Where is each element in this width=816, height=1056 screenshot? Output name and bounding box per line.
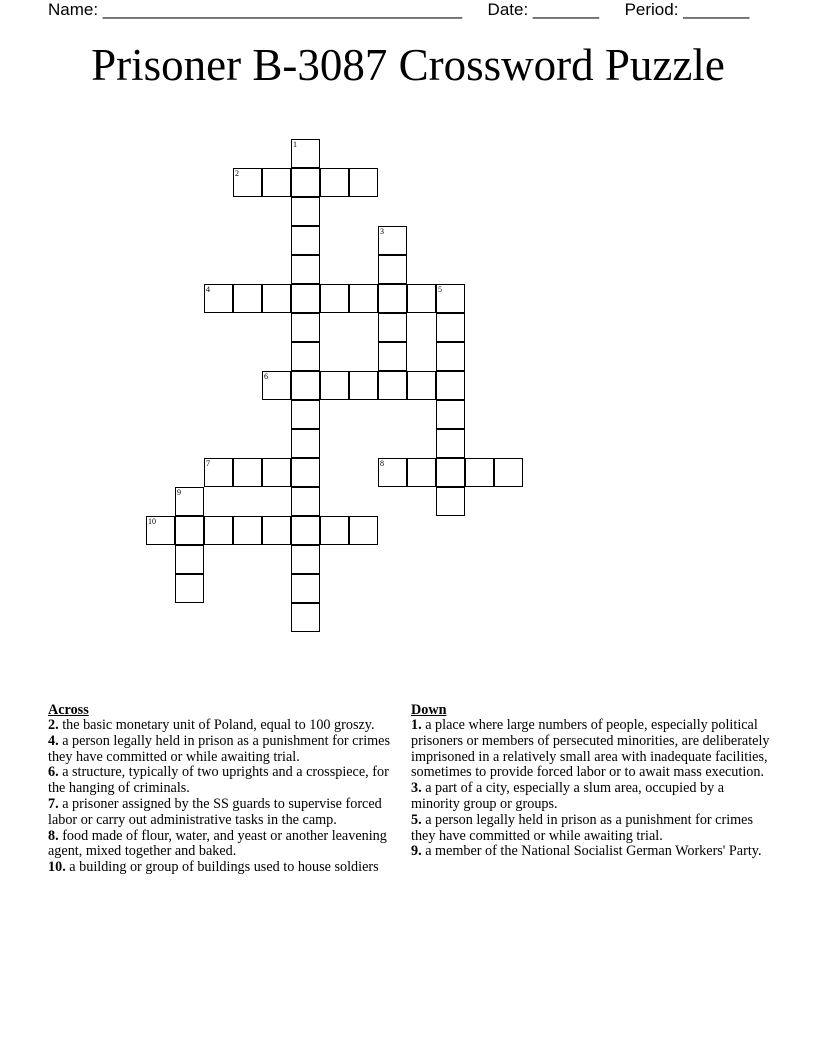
grid-cell[interactable] [494, 458, 523, 487]
across-clue [48, 829, 390, 861]
grid-cell[interactable] [378, 255, 407, 284]
clue-number: 7. [48, 795, 59, 812]
grid-cell[interactable] [291, 255, 320, 284]
clue-number: 5. [411, 811, 422, 828]
grid-cell[interactable] [291, 313, 320, 342]
grid-cell[interactable] [378, 342, 407, 371]
grid-cell[interactable] [320, 371, 349, 400]
grid-cell[interactable] [262, 458, 291, 487]
grid-cell[interactable] [146, 516, 175, 545]
page-title: Prisoner B-3087 Crossword Puzzle [91, 40, 725, 90]
grid-cell[interactable] [465, 458, 494, 487]
grid-cell[interactable] [291, 429, 320, 458]
grid-cell[interactable] [291, 197, 320, 226]
grid-cell[interactable] [291, 516, 320, 545]
name-field-label[interactable]: Name: ______________________________________ [48, 0, 463, 19]
grid-cell[interactable] [204, 458, 233, 487]
clue-number: 10. [48, 859, 66, 876]
clue-number: 1 [293, 140, 297, 149]
across-heading: Across [48, 702, 89, 718]
clue-number: 2 [235, 169, 239, 178]
grid-cell[interactable] [349, 516, 378, 545]
clue-text: the basic monetary unit of Poland, equal to 100 groszy. [58, 717, 375, 733]
grid-cell[interactable] [291, 487, 320, 516]
across-clue [48, 797, 390, 829]
grid-cell[interactable] [378, 458, 407, 487]
clue-text: food made of flour, water, and yeast or another leavening agent, mixed together and baked. [48, 827, 387, 860]
grid-cell[interactable] [407, 371, 436, 400]
grid-cell[interactable] [378, 313, 407, 342]
grid-cell[interactable] [291, 603, 320, 632]
grid-cell[interactable] [349, 371, 378, 400]
grid-cell[interactable] [349, 284, 378, 313]
clue-text: a member of the National Socialist German Workers' Party. [421, 843, 762, 860]
grid-cell[interactable] [349, 168, 378, 197]
clue-number: 3. [411, 780, 422, 797]
across-clue [48, 860, 390, 876]
grid-cell[interactable] [436, 342, 465, 371]
across-clue [48, 734, 390, 766]
grid-cell[interactable] [320, 516, 349, 545]
grid-cell[interactable] [378, 226, 407, 255]
down-clue [411, 844, 771, 860]
clue-text: a part of a city, especially a slum area, occupied by a minority group or groups. [411, 780, 725, 812]
clue-text: a person legally held in prison as a punishment for crimes they have committed or while awaiting trial. [48, 732, 390, 765]
grid-cell[interactable] [291, 342, 320, 371]
clue-number: 6 [264, 372, 268, 381]
across-clues [48, 702, 390, 876]
grid-cell[interactable] [436, 487, 465, 516]
clue-number: 7 [206, 459, 210, 468]
grid-cell[interactable] [291, 371, 320, 400]
grid-cell[interactable] [378, 284, 407, 313]
grid-cell[interactable] [175, 516, 204, 545]
grid-cell[interactable] [291, 139, 320, 168]
down-heading: Down [411, 702, 447, 718]
down-clue [411, 718, 771, 781]
grid-cell[interactable] [291, 458, 320, 487]
grid-cell[interactable] [407, 284, 436, 313]
grid-cell[interactable] [262, 284, 291, 313]
grid-cell[interactable] [378, 371, 407, 400]
grid-cell[interactable] [291, 284, 320, 313]
clue-text: a structure, typically of two uprights and a crosspiece, for the hanging of criminals. [48, 764, 389, 797]
grid-cell[interactable] [320, 168, 349, 197]
grid-cell[interactable] [407, 458, 436, 487]
grid-cell[interactable] [291, 168, 320, 197]
grid-cell[interactable] [291, 400, 320, 429]
down-clue [411, 813, 771, 845]
clue-number: 4 [206, 285, 210, 294]
grid-cell[interactable] [175, 487, 204, 516]
date-field-label[interactable]: Date: _______ [487, 0, 600, 19]
grid-cell[interactable] [436, 371, 465, 400]
down-clue [411, 781, 771, 813]
clue-text: a building or group of buildings used to house soldiers [65, 859, 379, 876]
grid-cell[interactable] [320, 284, 349, 313]
grid-cell[interactable] [175, 545, 204, 574]
clue-text: a prisoner assigned by the SS guards to supervise forced labor or carry out administrative tasks in the camp. [48, 795, 382, 828]
grid-cell[interactable] [436, 458, 465, 487]
clue-number: 9. [411, 843, 422, 860]
grid-cell[interactable] [262, 516, 291, 545]
clue-number: 8 [380, 459, 384, 468]
grid-cell[interactable] [262, 371, 291, 400]
clue-number: 8. [48, 827, 59, 844]
grid-cell[interactable] [436, 313, 465, 342]
grid-cell[interactable] [262, 168, 291, 197]
period-field-label[interactable]: Period: _______ [624, 0, 750, 19]
grid-cell[interactable] [175, 574, 204, 603]
clue-text: a place where large numbers of people, especially political prisoners or members of persecuted minorities, are deliberately imprisoned in a relatively small area with inadequate facilities, sometimes to provide forced labor or to await mass execution. [411, 717, 770, 781]
grid-cell[interactable] [204, 516, 233, 545]
grid-cell[interactable] [233, 458, 262, 487]
clue-number: 2. [48, 717, 59, 733]
across-clue [48, 718, 390, 734]
grid-cell[interactable] [291, 574, 320, 603]
clue-number: 1. [411, 717, 422, 733]
grid-cell[interactable] [436, 284, 465, 313]
grid-cell[interactable] [436, 429, 465, 458]
clue-number: 3 [380, 227, 384, 236]
clue-text: a person legally held in prison as a punishment for crimes they have committed or while awaiting trial. [411, 811, 753, 844]
grid-cell[interactable] [204, 284, 233, 313]
clue-number: 5 [438, 285, 442, 294]
clue-number: 4. [48, 732, 59, 749]
grid-cell[interactable] [233, 168, 262, 197]
grid-cell[interactable] [436, 400, 465, 429]
across-clue [48, 765, 390, 797]
clue-number: 9 [177, 488, 181, 497]
clue-number: 6. [48, 764, 59, 781]
down-clues [411, 702, 771, 860]
grid-cell[interactable] [233, 284, 262, 313]
grid-cell[interactable] [291, 545, 320, 574]
clue-number: 10 [148, 517, 156, 526]
grid-cell[interactable] [291, 226, 320, 255]
grid-cell[interactable] [233, 516, 262, 545]
